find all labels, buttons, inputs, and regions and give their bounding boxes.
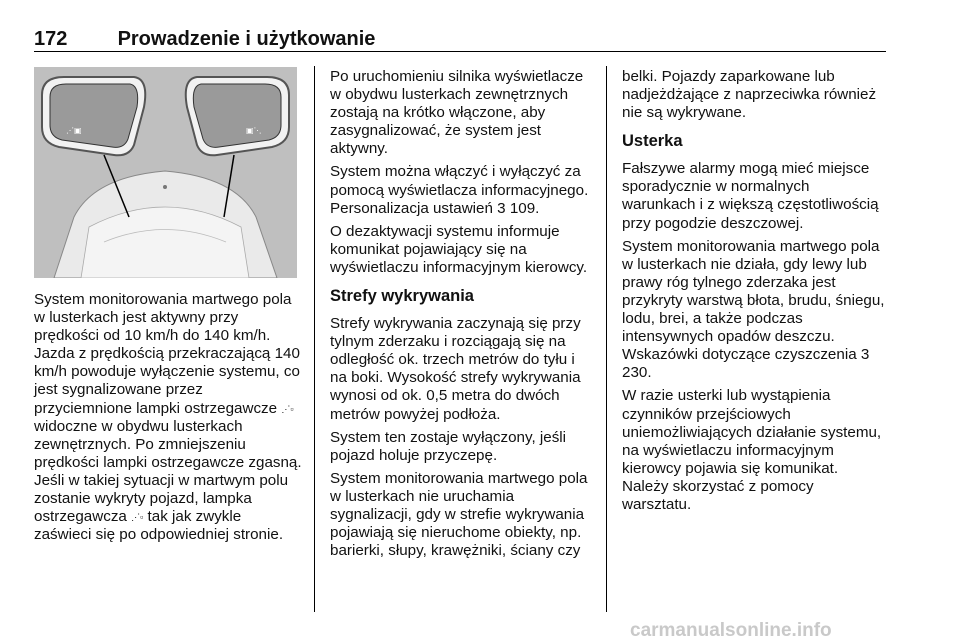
blind-spot-mirror-illustration <box>34 67 297 278</box>
paragraph <box>622 238 886 383</box>
column-2 <box>330 68 592 565</box>
paragraph: W razie usterki lub wystąpienia czynników przejściowych uniemożliwiających działanie systemu, na wyświetlaczu informacyjnym kierowcy pojawia się komunikat. Należy skorzystać z pomocy warsztatu. <box>622 387 882 513</box>
paragraph: Fałszywe alarmy mogą mieć miejsce sporadycznie w normalnych warunkach i z większą częstotliwością przy pogodzie deszczowej. <box>622 160 879 232</box>
blind-spot-warning-icon: ⋰▫ <box>281 403 294 414</box>
page-title: Prowadzenie i użytkowanie <box>117 28 376 50</box>
paragraph: O dezaktywacji systemu informuje komunikat pojawiający się na wyświetlaczu informacyjnym kierowcy. <box>330 222 588 276</box>
page-number: 172 <box>34 28 68 50</box>
paragraph: System ten zostaje wyłączony, jeśli pojazd holuje przyczepę. <box>330 428 567 464</box>
paragraph <box>330 163 592 217</box>
blind-spot-warning-icon: ⋰▫ <box>131 512 144 523</box>
page-reference[interactable]: 3 230. <box>622 346 870 382</box>
text-segment: System monitorowania martwego pola w lusterkach nie działa, gdy lewy lub prawy róg tylnego zderzaka jest przykryty warstwą błota, brudu, śniegu, lodu, brei, a także podczas intensywnych opadów deszczu. Wskazówki dotyczące czyszczenia <box>622 237 885 364</box>
warning-symbol-icon: ▣⋱ <box>246 126 262 135</box>
page-header <box>34 28 375 51</box>
paragraph: Strefy wykrywania zaczynają się przy tylnym zderzaku i rozciągają się na odległość ok. trzech metrów do tyłu i na boki. Wysokość strefy wykrywania wynosi od ok. 0,5 metra do dwóch metrów powyżej podłoża. <box>330 315 581 423</box>
header-rule <box>34 51 886 52</box>
text-segment: System monitorowania martwego pola w lusterkach jest aktywny przy prędkości od 10 km/h do 140 km/h. Jazda z prędkością przekraczającą 140 km/h powoduje wyłączenie systemu, co jest sygnalizowane przez przyciemnione lampki ostrzegawcze <box>34 291 300 417</box>
column-1 <box>34 291 302 549</box>
column-3 <box>622 68 886 519</box>
warning-symbol-icon: ⋰▣ <box>66 126 82 135</box>
paragraph <box>34 291 302 544</box>
page-reference[interactable]: 3 109. <box>497 199 540 217</box>
watermark: carmanualsonline.info <box>630 620 832 641</box>
column-divider <box>606 66 607 612</box>
paragraph: belki. Pojazdy zaparkowane lub nadjeżdżające z naprzeciwka również nie są wykrywane. <box>622 68 877 122</box>
column-divider <box>314 66 315 612</box>
section-heading: Strefy wykrywania <box>330 287 474 306</box>
section-heading: Usterka <box>622 132 683 151</box>
text-segment: tak jak zwykle zaświeci się po odpowiedniej stronie. <box>34 508 284 544</box>
text-segment: widoczne w obydwu lusterkach zewnętrznych. Po zmniejszeniu prędkości lampki ostrzegawcze zgasną. Jeśli w takiej sytuacji w martwym polu zostanie wykryty pojazd, lampka ostrzegawcza <box>34 417 302 526</box>
text-segment: System można włączyć i wyłączyć za pomocą wyświetlacza informacyjnego. Personalizacja ustawień <box>330 163 589 217</box>
paragraph: System monitorowania martwego pola w lusterkach nie uruchamia sygnalizacji, gdy w strefie wykrywania pojawiają się nieruchome obiekty, np. barierki, słupy, krawężniki, ściany czy <box>330 469 588 560</box>
paragraph: Po uruchomieniu silnika wyświetlacze w obydwu lusterkach zewnętrznych zostają na krótko włączone, aby zasygnalizować, że system jest aktywny. <box>330 68 584 158</box>
